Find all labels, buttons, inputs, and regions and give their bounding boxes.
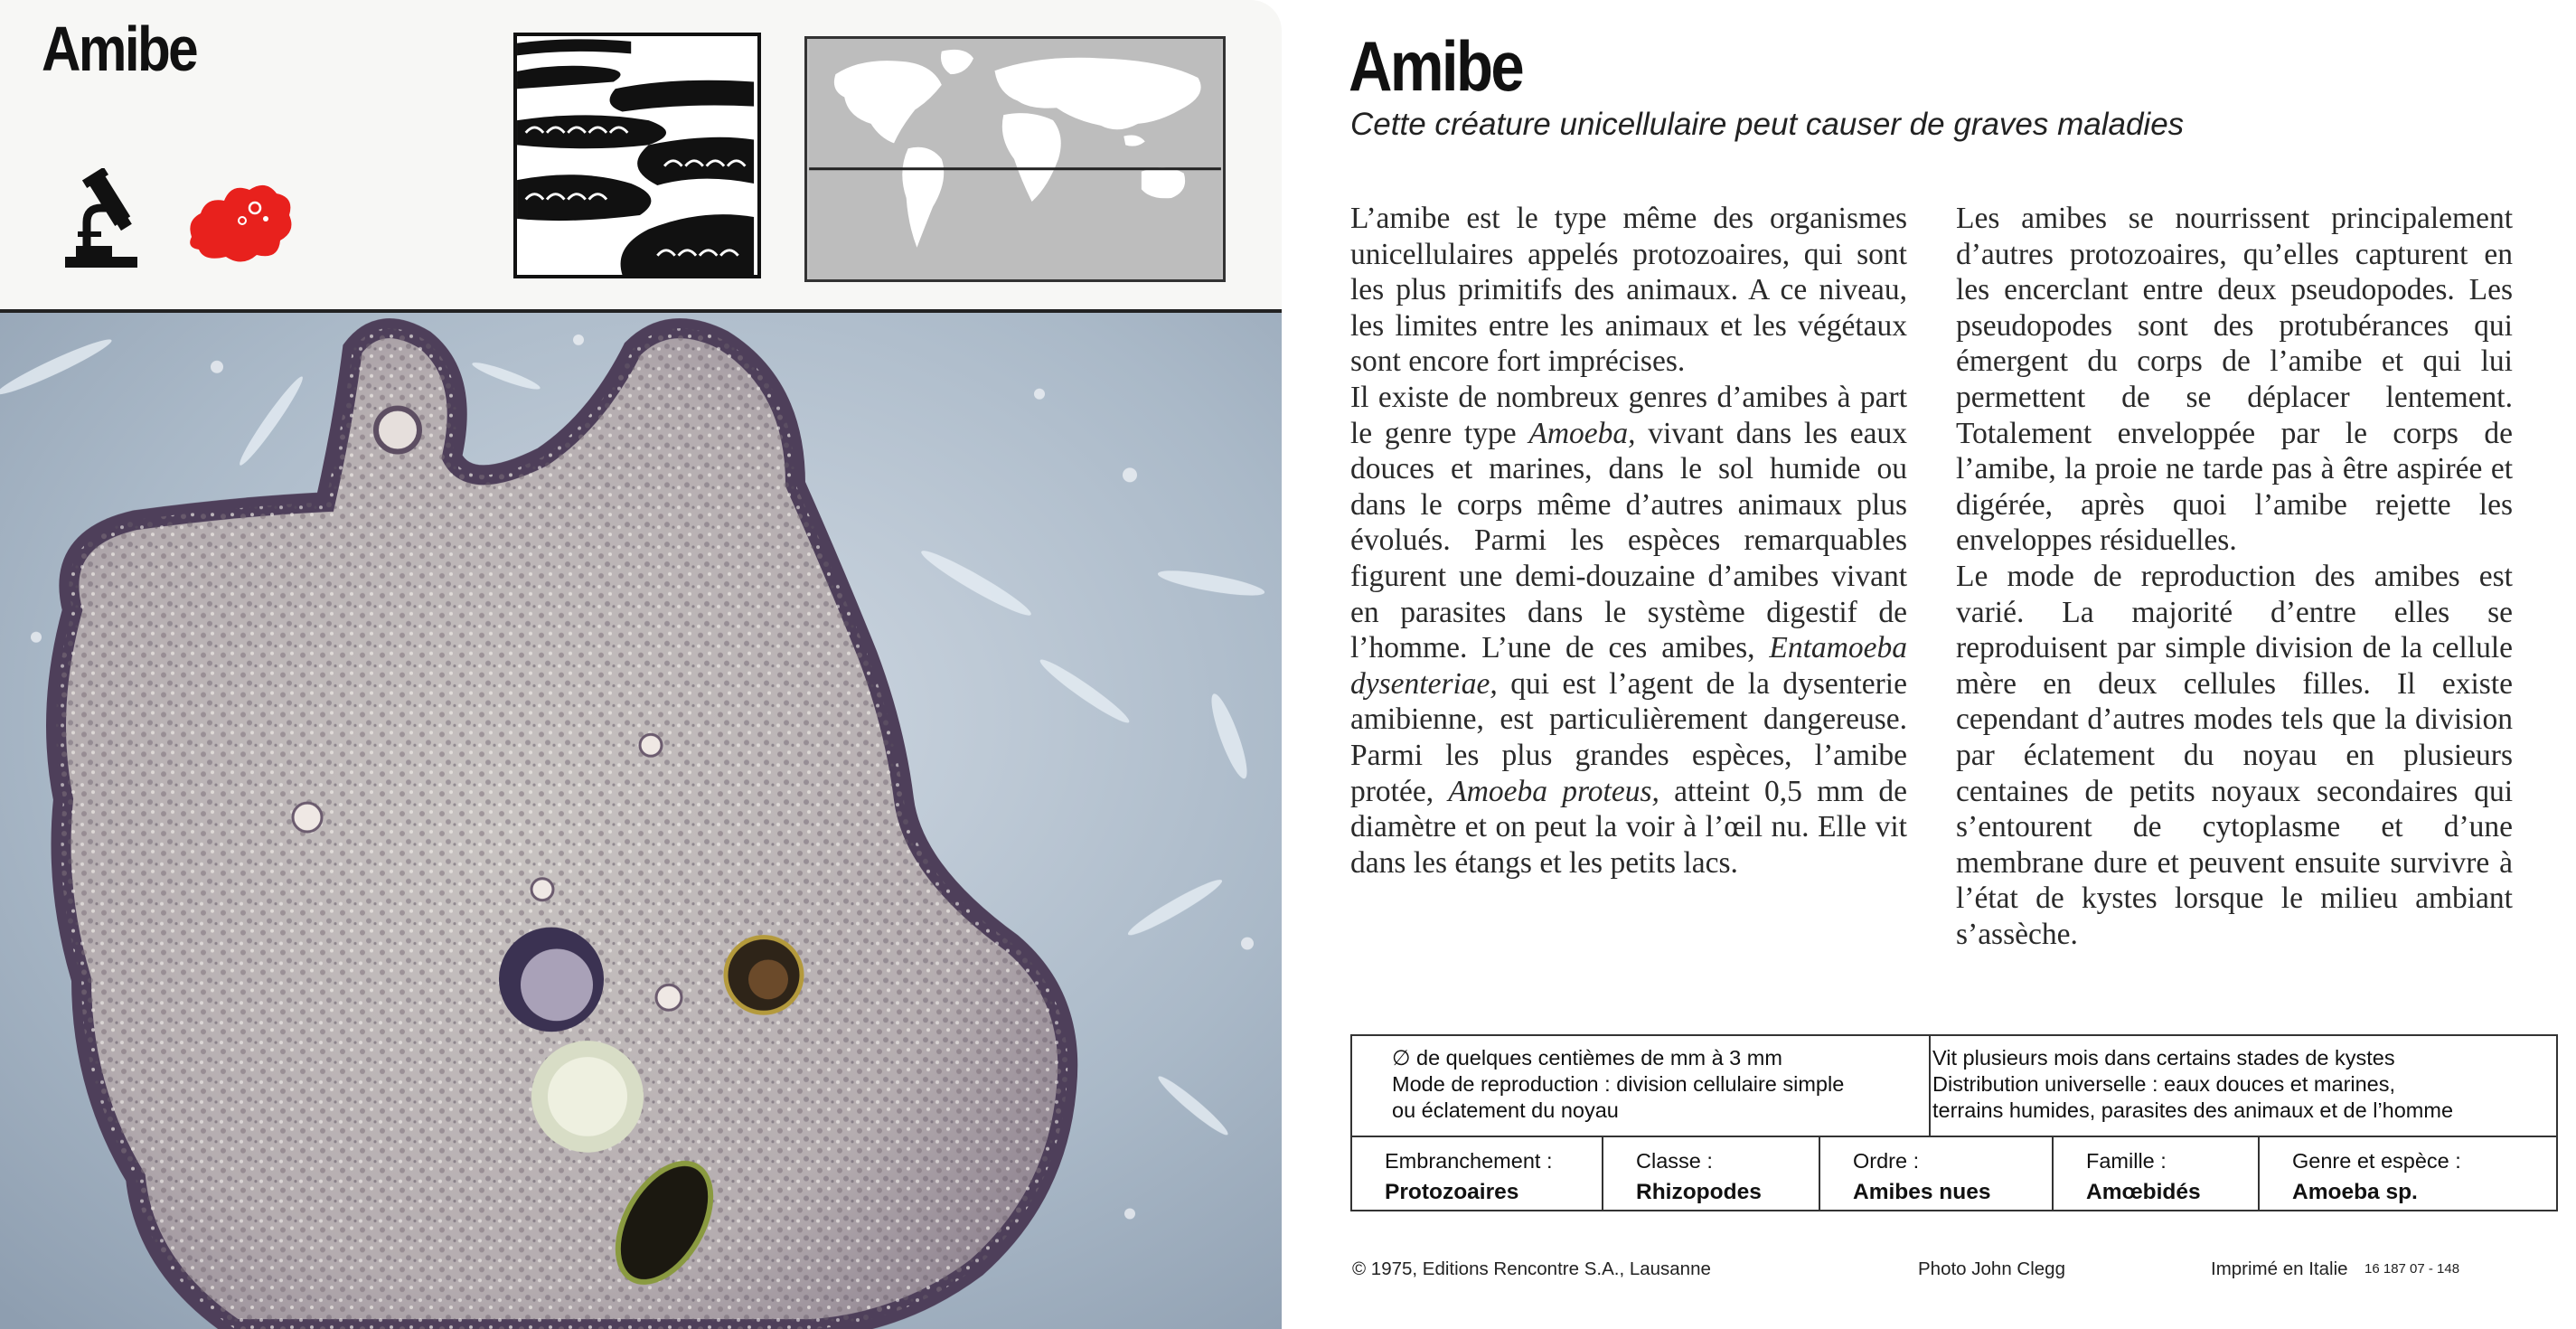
- card-code: 16 187 07 - 148: [2364, 1261, 2460, 1277]
- paragraph: Il existe de nombreux genres d’amibes à part le genre type Amoeba, vivant dans les eaux douces et marines, dans le sol humide ou dans le corps même d’autres animaux plus évolués. Parmi les espèces remarquables figurent une demi-douzaine d’amibes vivant en parasites dans le système digestif de l’homme. L’une de ces amibes, Entamoeba dysenteriae, qui est l’agent de la dysenterie amibienne, est particulièrement dangereuse. Parmi les plus grandes espèces, l’amibe protée, Amoeba proteus, atteint 0,5 mm de diamètre et on peut la voir à l’œil nu. Elle vit dans les étangs et les petits lacs.: [1350, 380, 1907, 880]
- fact-line: Distribution universelle : eaux douces et marines,: [1932, 1072, 2396, 1096]
- fact-line: terrains humides, parasites des animaux et de l’homme: [1932, 1098, 2454, 1122]
- taxonomy-row: [1352, 1137, 2556, 1211]
- info-facts: [1352, 1036, 2556, 1137]
- taxonomy-genre-espece: Genre et espèce : Amoeba sp.: [2292, 1149, 2461, 1204]
- text-column-1: [1350, 201, 1907, 881]
- amoeba-icon: [184, 174, 296, 269]
- back-card: [1302, 0, 2576, 1329]
- taxonomy-ordre: Ordre : Amibes nues: [1820, 1137, 2054, 1211]
- fact-line: Vit plusieurs mois dans certains stades de kystes: [1932, 1046, 2395, 1070]
- copyright: © 1975, Editions Rencontre S.A., Lausanne: [1352, 1258, 1711, 1279]
- amoeba-photo: [0, 309, 1282, 1329]
- page-title: Amibe: [1349, 26, 1523, 106]
- text-column-2: [1956, 201, 2513, 952]
- taxonomy-famille: Famille : Amœbidés: [2054, 1137, 2260, 1211]
- paragraph: Les amibes se nourrissent principalement d’autres protozoaires, qu’elles capturent en les encerclant entre deux pseudopodes. Les pseudopodes sont des protubérances qui émergent du corps de l’amibe et qui lui permettent de se déplacer lentement. Totalement enveloppée par le corps de l’amibe, la proie ne tarde pas à être aspirée et digérée, après quoi l’amibe rejette les enveloppes résiduelles.: [1956, 202, 2513, 558]
- taxonomy-classe: Classe : Rhizopodes: [1603, 1137, 1820, 1211]
- distribution-map: [804, 36, 1226, 282]
- taxonomy-embranchement: Embranchement : Protozoaires: [1352, 1137, 1603, 1211]
- info-facts-right: [1931, 1036, 2558, 1136]
- microscope-icon: [60, 168, 143, 269]
- info-facts-left: [1352, 1036, 1931, 1136]
- card-title: Amibe: [42, 14, 197, 84]
- photo-credit: Photo John Clegg: [1918, 1258, 2065, 1279]
- fact-line: ou éclatement du noyau: [1392, 1098, 1619, 1122]
- info-table: [1350, 1034, 2558, 1211]
- paragraph: Le mode de reproduction des amibes est varié. La majorité d’entre elles se reproduisent par simple division de la cellule mère en deux cellules filles. Il existe cependant d’autres modes tels que la division par éclatement du noyau en plusieurs centaines de petits noyaux secondaires qui s’entourent de cytoplasme et d’une membrane dure et peuvent ensuite survivre à l’état de kystes lorsque le milieu ambiant s’assèche.: [1956, 559, 2513, 951]
- fact-line: Mode de reproduction : division cellulaire simple: [1392, 1072, 1845, 1096]
- front-card: [0, 0, 1282, 1329]
- paragraph: L’amibe est le type même des organismes unicellulaires appelés protozoaires, qui sont les plus primitifs des animaux. A ce niveau, les limites entre les animaux et les végétaux sont encore fort imprécises.: [1350, 202, 1907, 379]
- habitat-illustration: [513, 33, 761, 278]
- page-subtitle: Cette créature unicellulaire peut causer de graves maladies: [1350, 107, 2185, 142]
- printed-in: Imprimé en Italie: [2211, 1258, 2348, 1279]
- fact-line: ∅ de quelques centièmes de mm à 3 mm: [1392, 1046, 1782, 1070]
